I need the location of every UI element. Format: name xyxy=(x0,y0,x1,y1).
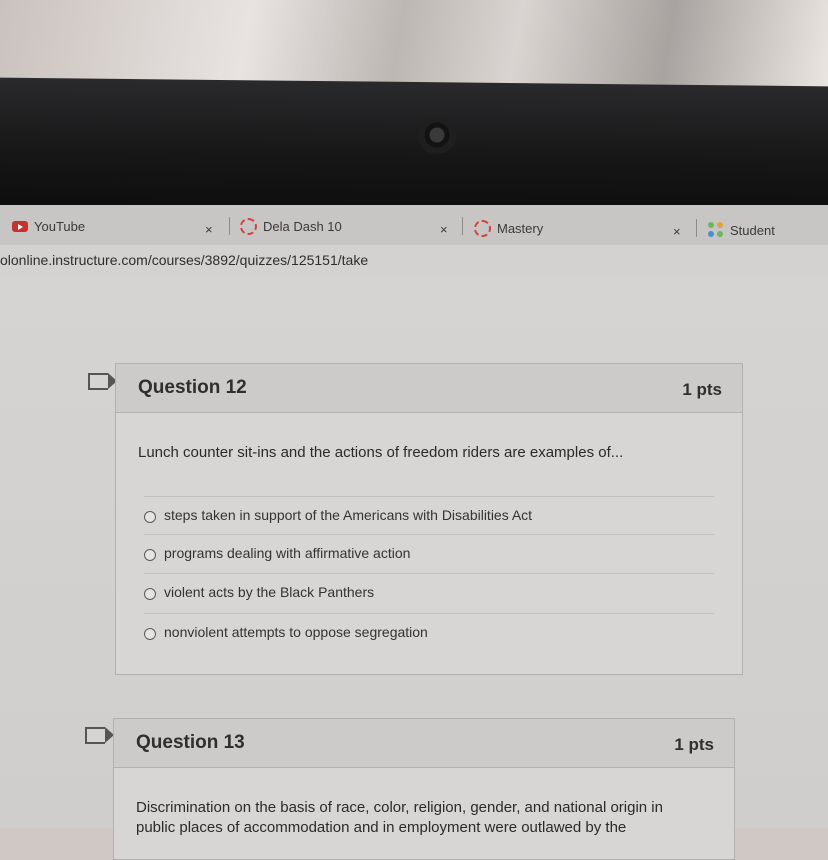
question-12-card xyxy=(115,363,743,675)
question-text: Lunch counter sit-ins and the actions of freedom riders are examples of... xyxy=(138,444,624,461)
webcam xyxy=(418,116,456,154)
tab-label: Dela Dash 10 xyxy=(263,218,342,234)
youtube-icon xyxy=(12,221,28,232)
question-text: Discrimination on the basis of race, color, religion, gender, and national origin in xyxy=(136,799,663,816)
tab-mastery[interactable] xyxy=(474,215,543,241)
radio-button[interactable] xyxy=(144,628,156,640)
tab-youtube[interactable] xyxy=(12,213,85,239)
radio-button[interactable] xyxy=(144,511,156,523)
answer-label: programs dealing with affirmative action xyxy=(164,545,411,561)
flag-question-13-icon[interactable] xyxy=(85,727,105,744)
canvas-ring-icon xyxy=(474,220,491,237)
quiz-page xyxy=(0,275,828,836)
close-tab-mastery-button[interactable]: × xyxy=(673,223,681,239)
address-bar[interactable] xyxy=(0,245,828,275)
question-text-continued: public places of accommodation and in employment were outlawed by the xyxy=(136,819,627,836)
url-text: olonline.instructure.com/courses/3892/quizzes/125151/take xyxy=(0,252,369,268)
answer-label: violent acts by the Black Panthers xyxy=(164,584,375,600)
canvas-ring-icon xyxy=(240,218,257,235)
answer-label: nonviolent attempts to oppose segregation xyxy=(164,624,428,640)
answer-option[interactable] xyxy=(144,573,714,612)
tab-dela-dash[interactable] xyxy=(240,213,342,239)
tab-divider xyxy=(229,217,230,235)
tab-divider xyxy=(696,219,697,237)
close-tab-youtube-button[interactable]: × xyxy=(205,221,213,237)
tab-label: Mastery xyxy=(497,220,544,236)
tab-bar xyxy=(0,205,828,245)
answer-option[interactable] xyxy=(144,534,714,573)
student-icon xyxy=(708,222,724,238)
flag-question-12-icon[interactable] xyxy=(88,373,108,390)
answer-option[interactable] xyxy=(144,496,714,535)
question-points: 1 pts xyxy=(682,380,722,399)
close-tab-dela-dash-button[interactable]: × xyxy=(440,221,448,237)
radio-button[interactable] xyxy=(144,588,156,600)
radio-button[interactable] xyxy=(144,549,156,561)
answer-option[interactable] xyxy=(144,613,714,652)
answer-label: steps taken in support of the Americans with Disabilities Act xyxy=(164,507,533,523)
tab-label: Student xyxy=(730,222,775,238)
question-title: Question 12 xyxy=(138,377,247,398)
question-header xyxy=(116,364,742,413)
question-points: 1 pts xyxy=(674,735,714,754)
tab-divider xyxy=(462,217,463,235)
question-13-card xyxy=(113,718,735,860)
browser-window xyxy=(0,205,828,836)
question-header xyxy=(114,719,734,768)
question-title: Question 13 xyxy=(136,732,245,753)
tab-student[interactable] xyxy=(708,217,775,243)
laptop-bezel xyxy=(0,78,828,215)
tab-label: YouTube xyxy=(34,218,86,234)
